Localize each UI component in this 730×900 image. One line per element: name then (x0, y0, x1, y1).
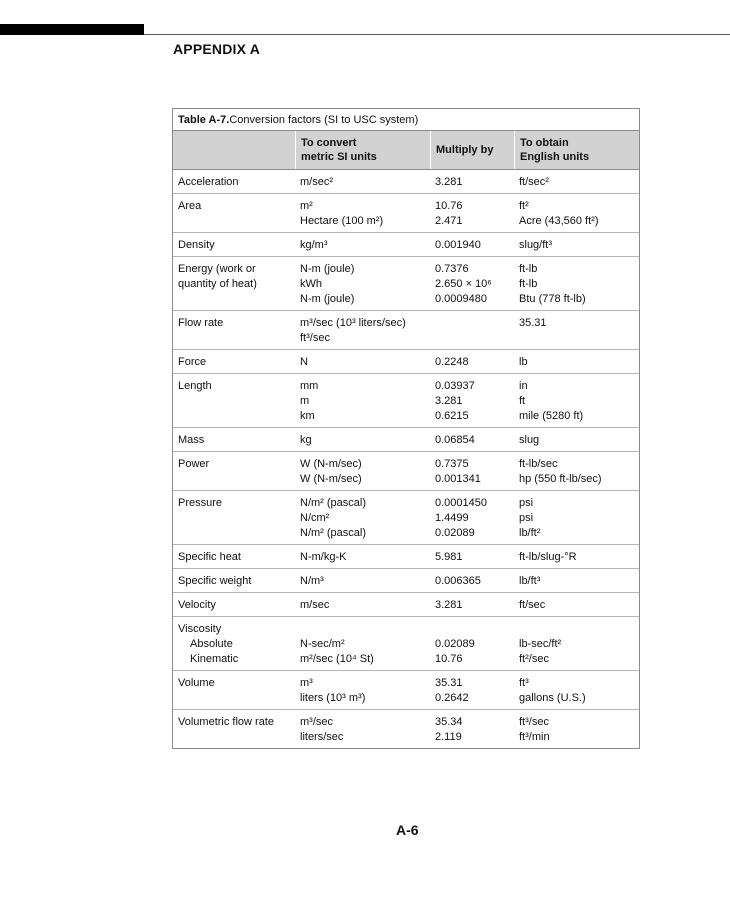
table-row (173, 544, 639, 568)
cell-line: ft² (519, 200, 529, 212)
cell-line: 0.06854 (435, 434, 475, 446)
cell-quantity (173, 617, 295, 670)
cell-line: N-m (joule) (300, 293, 355, 305)
cell-line: psi (519, 497, 534, 509)
cell-factor (430, 428, 514, 451)
cell-line: 0.006365 (435, 575, 481, 587)
cell-factor (430, 194, 514, 232)
cell-line: 2.471 (435, 215, 463, 227)
cell-si-unit (295, 350, 430, 373)
cell-line: 0.7376 (435, 263, 469, 275)
cell-factor (430, 710, 514, 748)
header-multiply-by: Multiply by (430, 131, 514, 169)
table-body (173, 169, 639, 748)
cell-line: Hectare (100 m²) (300, 215, 384, 227)
cell-line: Velocity (178, 599, 216, 611)
cell-line: gallons (U.S.) (519, 692, 586, 704)
cell-english-unit (514, 194, 639, 232)
cell-line: lb/ft² (519, 527, 541, 539)
cell-si-unit (295, 545, 430, 568)
cell-si-unit (295, 233, 430, 256)
page-number: A-6 (396, 822, 419, 838)
cell-line: N/m³ (300, 575, 324, 587)
cell-line: N-m/kg-K (300, 551, 347, 563)
header-black-bar (0, 24, 144, 35)
cell-english-unit (514, 593, 639, 616)
cell-line: Btu (778 ft-lb) (519, 293, 586, 305)
cell-english-unit (514, 428, 639, 451)
header-to-convert-line2: metric SI units (301, 151, 377, 163)
cell-si-unit (295, 617, 430, 670)
cell-line: 0.02089 (435, 527, 475, 539)
cell-line: m (300, 395, 310, 407)
cell-line: 2.650 × 10⁶ (435, 278, 492, 290)
cell-si-unit (295, 491, 430, 544)
cell-line: Mass (178, 434, 205, 446)
cell-line: 0.02089 (435, 638, 475, 650)
cell-si-unit (295, 170, 430, 193)
cell-english-unit (514, 569, 639, 592)
caption-label: Table A-7. (178, 114, 230, 126)
cell-line: lb/ft³ (519, 575, 541, 587)
cell-line: Pressure (178, 497, 223, 509)
cell-line: m³ (300, 677, 313, 689)
cell-line: Specific heat (178, 551, 241, 563)
cell-line: 3.281 (435, 395, 463, 407)
cell-factor (430, 593, 514, 616)
table-row (173, 709, 639, 748)
cell-line: slug/ft³ (519, 239, 553, 251)
cell-line: 0.03937 (435, 380, 475, 392)
cell-english-unit (514, 671, 639, 709)
cell-factor (430, 170, 514, 193)
cell-line: 0.2248 (435, 356, 469, 368)
cell-line: ft³/sec (300, 332, 330, 344)
cell-line: 0.001940 (435, 239, 481, 251)
cell-line: N-sec/m² (300, 638, 345, 650)
table-row (173, 349, 639, 373)
cell-line: ft³ (519, 677, 529, 689)
cell-line: 2.119 (435, 731, 462, 743)
conversion-table (172, 108, 640, 749)
header-to-obtain-line1: To obtain (520, 137, 569, 149)
header-to-obtain (514, 131, 639, 169)
cell-line: m/sec (300, 599, 330, 611)
cell-line: Force (178, 356, 207, 368)
cell-line: 0.7375 (435, 458, 469, 470)
header-to-convert (295, 131, 430, 169)
table-row (173, 373, 639, 427)
header-to-obtain-line2: English units (520, 151, 590, 163)
cell-quantity (173, 170, 295, 193)
cell-english-unit (514, 452, 639, 490)
table-row (173, 568, 639, 592)
cell-si-unit (295, 710, 430, 748)
cell-line: ft/sec (519, 599, 546, 611)
cell-line: m³/sec (300, 716, 333, 728)
cell-english-unit (514, 374, 639, 427)
cell-factor (430, 374, 514, 427)
cell-line: ft³/sec (519, 716, 549, 728)
cell-line: ft/sec² (519, 176, 549, 188)
cell-factor (430, 545, 514, 568)
cell-factor (430, 671, 514, 709)
cell-english-unit (514, 617, 639, 670)
cell-line: mm (300, 380, 319, 392)
header-quantity (173, 131, 295, 169)
header-to-convert-line1: To convert (301, 137, 357, 149)
cell-line: ft-lb (519, 278, 538, 290)
cell-si-unit (295, 428, 430, 451)
cell-factor (430, 233, 514, 256)
cell-quantity (173, 671, 295, 709)
cell-line: Energy (work or (178, 263, 256, 275)
cell-quantity (173, 593, 295, 616)
cell-line: ft-lb (519, 263, 538, 275)
header-rule (144, 34, 730, 35)
cell-line: Length (178, 380, 212, 392)
cell-line: 35.31 (435, 677, 463, 689)
cell-si-unit (295, 593, 430, 616)
cell-english-unit (514, 545, 639, 568)
table-row (173, 169, 639, 193)
cell-line: N/m² (pascal) (300, 527, 367, 539)
cell-quantity (173, 710, 295, 748)
cell-line: 0.0001450 (435, 497, 487, 509)
cell-line: Acceleration (178, 176, 239, 188)
appendix-heading: APPENDIX A (173, 41, 261, 57)
cell-line: 3.281 (435, 599, 463, 611)
cell-line: kWh (300, 278, 322, 290)
cell-line: Power (178, 458, 210, 470)
cell-line: Kinematic (190, 653, 239, 665)
cell-quantity (173, 545, 295, 568)
cell-factor (430, 257, 514, 310)
table-row (173, 670, 639, 709)
table-row (173, 427, 639, 451)
cell-line: mile (5280 ft) (519, 410, 584, 422)
cell-line: m³/sec (10³ liters/sec) (300, 317, 406, 329)
cell-line: 5.981 (435, 551, 463, 563)
cell-line: m² (300, 200, 313, 212)
cell-line: km (300, 410, 315, 422)
cell-line: 1.4499 (435, 512, 469, 524)
cell-line: Volumetric flow rate (178, 716, 274, 728)
table-caption (173, 109, 639, 130)
table-row (173, 592, 639, 616)
cell-si-unit (295, 569, 430, 592)
table-row (173, 193, 639, 232)
cell-quantity (173, 374, 295, 427)
cell-line: kg/m³ (300, 239, 328, 251)
cell-line: 0.2642 (435, 692, 469, 704)
cell-line: in (519, 380, 528, 392)
cell-line: m/sec² (300, 176, 333, 188)
table-row (173, 310, 639, 349)
cell-factor (430, 491, 514, 544)
cell-english-unit (514, 710, 639, 748)
cell-line: N-m (joule) (300, 263, 355, 275)
table-row (173, 232, 639, 256)
table-row (173, 490, 639, 544)
cell-si-unit (295, 671, 430, 709)
cell-factor (430, 452, 514, 490)
cell-line: ft³/min (519, 731, 550, 743)
cell-line: ft-lb/sec (519, 458, 558, 470)
cell-english-unit (514, 350, 639, 373)
cell-si-unit (295, 194, 430, 232)
cell-factor (430, 617, 514, 670)
cell-line: m²/sec (10⁴ St) (300, 653, 374, 665)
cell-quantity (173, 491, 295, 544)
cell-line: liters (10³ m³) (300, 692, 366, 704)
cell-quantity (173, 311, 295, 349)
cell-line: 10.76 (435, 653, 463, 665)
table-header-row (173, 130, 639, 169)
cell-line: 3.281 (435, 176, 463, 188)
cell-line: 0.6215 (435, 410, 469, 422)
cell-line: Absolute (190, 638, 233, 650)
table-row (173, 256, 639, 310)
caption-text: Conversion factors (SI to USC system) (229, 114, 419, 126)
cell-line: lb (519, 356, 528, 368)
cell-line: N/m² (pascal) (300, 497, 367, 509)
cell-line: ft²/sec (519, 653, 549, 665)
cell-line: lb-sec/ft² (519, 638, 562, 650)
cell-line: Viscosity (178, 623, 222, 635)
cell-factor (430, 350, 514, 373)
cell-line: 0.0009480 (435, 293, 487, 305)
cell-line: liters/sec (300, 731, 344, 743)
cell-line: N (300, 356, 308, 368)
cell-line: 0.001341 (435, 473, 481, 485)
table-row (173, 616, 639, 670)
cell-line: kg (300, 434, 312, 446)
cell-quantity (173, 257, 295, 310)
table-row (173, 451, 639, 490)
cell-quantity (173, 452, 295, 490)
cell-line: hp (550 ft-lb/sec) (519, 473, 602, 485)
cell-line: 10.76 (435, 200, 463, 212)
cell-si-unit (295, 311, 430, 349)
cell-line: Volume (178, 677, 215, 689)
cell-english-unit (514, 233, 639, 256)
cell-line: quantity of heat) (178, 278, 257, 290)
cell-line: Density (178, 239, 215, 251)
cell-quantity (173, 194, 295, 232)
cell-si-unit (295, 374, 430, 427)
cell-line: N/cm² (300, 512, 330, 524)
cell-english-unit (514, 311, 639, 349)
cell-english-unit (514, 491, 639, 544)
cell-line: W (N-m/sec) (300, 458, 362, 470)
cell-si-unit (295, 452, 430, 490)
cell-factor (430, 569, 514, 592)
cell-quantity (173, 428, 295, 451)
cell-factor (430, 311, 514, 349)
cell-si-unit (295, 257, 430, 310)
cell-quantity (173, 350, 295, 373)
cell-line: W (N-m/sec) (300, 473, 362, 485)
cell-quantity (173, 233, 295, 256)
cell-line: Specific weight (178, 575, 252, 587)
cell-line: Acre (43,560 ft²) (519, 215, 599, 227)
cell-line: Flow rate (178, 317, 224, 329)
cell-line (435, 622, 509, 637)
cell-line: 35.34 (435, 716, 463, 728)
cell-english-unit (514, 257, 639, 310)
cell-quantity (173, 569, 295, 592)
cell-line: 35.31 (519, 317, 547, 329)
cell-line: slug (519, 434, 540, 446)
cell-english-unit (514, 170, 639, 193)
cell-line (300, 622, 425, 637)
cell-line (435, 316, 509, 331)
cell-line: ft-lb/slug-°R (519, 551, 577, 563)
cell-line: ft (519, 395, 526, 407)
cell-line: psi (519, 512, 534, 524)
cell-line: Area (178, 200, 202, 212)
cell-line (519, 622, 634, 637)
